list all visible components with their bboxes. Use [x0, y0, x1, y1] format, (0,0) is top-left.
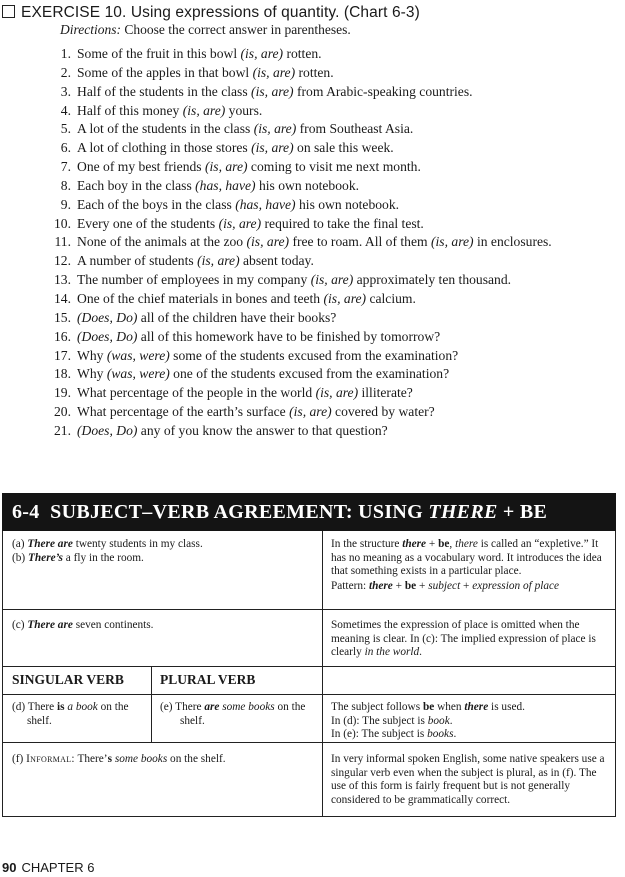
- explanation-line: [331, 715, 611, 729]
- grammar-chart: [2, 531, 616, 817]
- item-text: [77, 366, 449, 385]
- exercise-item: [42, 329, 552, 348]
- example-a: [12, 538, 317, 552]
- page-number: 90: [2, 860, 17, 875]
- answer-choices: (is, are): [204, 159, 248, 175]
- example-label: (e): [160, 701, 176, 713]
- item-text-part: all of the children have their books?: [137, 309, 337, 325]
- explanation-emphasis: be: [422, 701, 435, 713]
- item-text-part: his own notebook.: [295, 196, 400, 212]
- item-text: [77, 197, 399, 216]
- example-emphasis: There’s: [28, 551, 63, 564]
- item-text-part: Each of the boys in the class: [77, 196, 236, 212]
- item-text: [77, 329, 440, 348]
- row-divider: [3, 742, 615, 743]
- example-b: [12, 552, 317, 566]
- header-plural-verb: PLURAL VERB: [160, 672, 256, 687]
- pattern-part: there: [368, 579, 393, 592]
- item-text-part: A lot of the students in the class: [77, 121, 254, 137]
- pattern: [331, 580, 611, 594]
- answer-choices: (Does, Do): [77, 422, 138, 438]
- example-text: There: [27, 701, 57, 713]
- exercise-item: [42, 385, 552, 404]
- exercise-item: [42, 140, 552, 159]
- answer-choices: (is, are): [182, 102, 226, 118]
- item-text: [77, 121, 413, 140]
- example-text: on the shelf.: [27, 701, 129, 727]
- item-text-part: One of the chief materials in bones and teeth: [77, 290, 324, 306]
- example-e: [160, 701, 318, 728]
- example-emphasis: are: [204, 701, 220, 713]
- answer-choices: (is, are): [218, 215, 262, 231]
- chart-title: [2, 493, 616, 531]
- item-number: 14.: [54, 290, 71, 306]
- item-number: 12.: [54, 253, 71, 269]
- explanation-3: [331, 701, 611, 742]
- item-text-part: coming to visit me next month.: [247, 159, 421, 175]
- example-text: on the shelf.: [167, 753, 226, 765]
- item-number: 20.: [54, 404, 71, 420]
- item-text-part: Half of this money: [77, 102, 183, 118]
- explanation-text: Sometimes the expression of place is omitted when the meaning is clear. In (c): The implied expression of place is clearly: [331, 619, 596, 658]
- explanation-emphasis: book: [427, 714, 450, 727]
- example-emphasis: some books: [114, 753, 168, 765]
- example-text: twenty students in my class.: [72, 538, 203, 550]
- answer-choices: (Does, Do): [77, 328, 138, 344]
- item-number: 9.: [60, 196, 71, 212]
- item-text: [77, 178, 359, 197]
- explanation-text: .: [449, 714, 453, 727]
- item-text: [77, 348, 458, 367]
- item-text-part: all of this homework have to be finished by tomorrow?: [137, 328, 441, 344]
- item-text: [77, 84, 473, 103]
- item-text-part: some of the students excused from the examination?: [169, 347, 459, 363]
- example-emphasis: a book: [67, 701, 98, 713]
- answer-choices: (is, are): [315, 385, 359, 401]
- example-emphasis: s: [107, 753, 112, 765]
- explanation-text: ,: [449, 538, 456, 550]
- exercise-item: [42, 291, 552, 310]
- chart-number: 6-4: [12, 501, 40, 523]
- item-text-part: Why: [77, 366, 107, 382]
- exercise-item: [42, 234, 552, 253]
- pattern-part: expression of place: [472, 579, 560, 592]
- item-text: [77, 310, 336, 329]
- item-number: 3.: [60, 83, 71, 99]
- informal-label: Informal:: [26, 753, 75, 765]
- item-text: [77, 140, 394, 159]
- item-text: [77, 159, 421, 178]
- explanation-4: In very informal spoken English, some native speakers use a singular verb even when the subject is plural, as in (f). The use of this form is fairly frequent but is not generally considered to be grammatically correct.: [331, 753, 605, 806]
- explanation-text: +: [426, 538, 439, 550]
- item-text-part: Why: [77, 347, 107, 363]
- example-text: on the shelf.: [180, 701, 306, 727]
- chart-title-suffix: + BE: [497, 501, 548, 523]
- item-text-part: What percentage of the people in the world: [77, 385, 316, 401]
- answer-choices: (was, were): [106, 347, 170, 363]
- item-number: 8.: [60, 177, 71, 193]
- explanation-emphasis: there: [455, 538, 478, 550]
- answer-choices: (is, are): [310, 272, 354, 288]
- answer-choices: (is, are): [246, 234, 290, 250]
- answer-choices: (is, are): [252, 64, 296, 80]
- example-emphasis: There are: [27, 538, 73, 550]
- item-number: 5.: [60, 121, 71, 137]
- item-text-part: one of the students excused from the examination?: [169, 366, 450, 382]
- item-number: 16.: [54, 328, 71, 344]
- exercise-item: [42, 253, 552, 272]
- item-text-part: approximately ten thousand.: [353, 272, 512, 288]
- answer-choices: (is, are): [251, 140, 294, 156]
- exercise-title-text: EXERCISE 10. Using expressions of quantity. (Chart 6-3): [21, 4, 420, 21]
- item-text-part: Some of the fruit in this bowl: [77, 46, 241, 61]
- item-text-part: any of you know the answer to that question?: [137, 422, 388, 438]
- item-text-part: in enclosures.: [473, 234, 552, 250]
- item-text-part: Every one of the students: [77, 215, 219, 231]
- item-text-part: free to roam. All of them: [289, 234, 431, 250]
- answer-choices: (has, have): [235, 196, 296, 212]
- item-text-part: None of the animals at the zoo: [77, 234, 247, 250]
- exercise-item: [42, 103, 552, 122]
- item-text-part: from Arabic-speaking countries.: [293, 83, 473, 99]
- example-text: There: [175, 701, 205, 713]
- item-text-part: required to take the final test.: [261, 215, 424, 231]
- explanation-line: [331, 701, 611, 715]
- example-a-b: [12, 538, 317, 565]
- explanation-text: In the structure: [331, 538, 403, 550]
- item-text: [77, 291, 416, 310]
- explanation-text: In (d): The subject is: [331, 714, 428, 727]
- item-number: 1.: [60, 46, 71, 61]
- example-label: (a): [12, 538, 28, 550]
- column-divider: [322, 531, 323, 816]
- pattern-part: +: [416, 579, 429, 592]
- item-text-part: calcium.: [366, 290, 416, 306]
- answer-choices: (Does, Do): [77, 309, 138, 325]
- example-emphasis: There are: [27, 619, 73, 631]
- example-label: (d): [12, 701, 28, 713]
- item-text: [77, 253, 314, 272]
- item-text-part: Some of the apples in that bowl: [77, 64, 253, 80]
- example-f: [12, 753, 317, 767]
- pattern-part: +: [392, 579, 405, 592]
- item-text: [77, 423, 388, 442]
- exercise-items: [42, 46, 552, 442]
- explanation-text: In (e): The subject is: [331, 728, 428, 740]
- item-text-part: illiterate?: [358, 385, 413, 401]
- exercise-title: [2, 4, 420, 22]
- exercise-item: [42, 159, 552, 178]
- example-emphasis: some books: [222, 701, 275, 713]
- directions-text: Choose the correct answer in parentheses.: [124, 22, 351, 37]
- item-text-part: rotten.: [295, 64, 334, 80]
- checkbox-icon[interactable]: [2, 5, 15, 18]
- answer-choices: (is, are): [197, 253, 240, 269]
- item-text: [77, 103, 262, 122]
- explanation-emphasis: in the world: [364, 646, 420, 658]
- item-text-part: What percentage of the earth’s surface: [77, 404, 290, 420]
- item-text-part: The number of employees in my company: [77, 272, 311, 288]
- item-number: 17.: [54, 347, 71, 363]
- answer-choices: (has, have): [195, 177, 256, 193]
- item-text: [77, 216, 424, 235]
- answer-choices: (is, are): [289, 404, 332, 420]
- exercise-item: [42, 65, 552, 84]
- exercise-item: [42, 121, 552, 140]
- item-text-part: One of my best friends: [77, 159, 205, 175]
- exercise-item: [42, 197, 552, 216]
- item-text-part: absent today.: [239, 253, 314, 269]
- answer-choices: (is, are): [240, 46, 284, 61]
- pattern-part: subject: [428, 579, 461, 592]
- item-text: [77, 404, 435, 423]
- row-divider: [3, 694, 615, 695]
- pattern-part: be: [404, 579, 417, 592]
- explanation-text: .: [419, 646, 422, 658]
- exercise-item: [42, 310, 552, 329]
- exercise-item: [42, 348, 552, 367]
- explanation-emphasis: books: [427, 728, 454, 740]
- exercise-item: [42, 423, 552, 442]
- chart-title-prefix: SUBJECT–VERB AGREEMENT: USING: [50, 501, 429, 523]
- exercise-item: [42, 46, 552, 65]
- item-text: [77, 65, 334, 84]
- header-singular-verb: SINGULAR VERB: [12, 672, 124, 687]
- example-d: [12, 701, 147, 728]
- example-text: a fly in the room.: [62, 551, 144, 564]
- item-number: 4.: [60, 102, 71, 118]
- explanation-emphasis: there: [402, 538, 427, 550]
- item-number: 6.: [60, 140, 71, 156]
- item-number: 10.: [54, 215, 71, 231]
- item-text: [77, 385, 413, 404]
- answer-choices: (is, are): [431, 234, 474, 250]
- explanation-1: [331, 538, 611, 593]
- pattern-part: +: [460, 579, 473, 592]
- item-text-part: A number of students: [77, 253, 198, 269]
- exercise-item: [42, 216, 552, 235]
- chart-title-italic: THERE: [428, 501, 498, 523]
- answer-choices: (is, are): [253, 121, 297, 137]
- example-text: seven continents.: [72, 619, 154, 631]
- row-divider: [3, 609, 615, 610]
- example-label: (b): [12, 551, 28, 564]
- directions-label: Directions:: [60, 22, 121, 37]
- answer-choices: (is, are): [323, 290, 367, 306]
- page-footer: [2, 860, 94, 875]
- explanation-text: The subject follows: [331, 701, 423, 713]
- directions: [60, 22, 351, 38]
- example-c: [12, 619, 317, 633]
- item-number: 7.: [60, 159, 71, 175]
- explanation-line: [331, 728, 611, 742]
- exercise-item: [42, 272, 552, 291]
- item-text-part: Half of the students in the class: [77, 83, 252, 99]
- item-text: [77, 234, 552, 253]
- pattern-label: Pattern:: [331, 579, 369, 592]
- item-text-part: covered by water?: [331, 404, 435, 420]
- item-text-part: Each boy in the class: [77, 177, 196, 193]
- explanation-text: .: [453, 728, 457, 740]
- item-text-part: on sale this week.: [293, 140, 394, 156]
- item-text-part: rotten.: [283, 46, 322, 61]
- answer-choices: (was, were): [106, 366, 170, 382]
- item-text-part: his own notebook.: [255, 177, 360, 193]
- exercise-item: [42, 84, 552, 103]
- explanation-text: when: [434, 701, 465, 713]
- exercise-item: [42, 178, 552, 197]
- exercise-item: [42, 366, 552, 385]
- explanation-2: [331, 619, 613, 660]
- item-text-part: A lot of clothing in those stores: [77, 140, 252, 156]
- exercise-item: [42, 404, 552, 423]
- example-label: (c): [12, 619, 28, 631]
- answer-choices: (is, are): [251, 83, 294, 99]
- chapter-label: CHAPTER 6: [21, 860, 95, 875]
- explanation-text: is used.: [488, 701, 525, 713]
- item-number: 2.: [60, 64, 71, 80]
- item-number: 15.: [54, 309, 71, 325]
- explanation-emphasis: there: [464, 701, 489, 713]
- item-number: 13.: [54, 272, 71, 288]
- example-text: There’: [74, 753, 108, 765]
- item-number: 18.: [54, 366, 71, 382]
- example-emphasis: is: [56, 701, 65, 713]
- example-label: (f): [12, 753, 27, 765]
- item-number: 19.: [54, 385, 71, 401]
- item-number: 21.: [54, 422, 71, 438]
- explanation-emphasis: be: [438, 538, 450, 550]
- item-text-part: from Southeast Asia.: [296, 121, 414, 137]
- item-text-part: yours.: [225, 102, 263, 118]
- item-text: [77, 272, 511, 291]
- item-text: [77, 46, 322, 65]
- item-number: 11.: [54, 234, 71, 250]
- explanation-text: is called an “expletive.” It has no meaning as a vocabulary word. It introduces the idea that something exists in a particular place.: [331, 538, 602, 577]
